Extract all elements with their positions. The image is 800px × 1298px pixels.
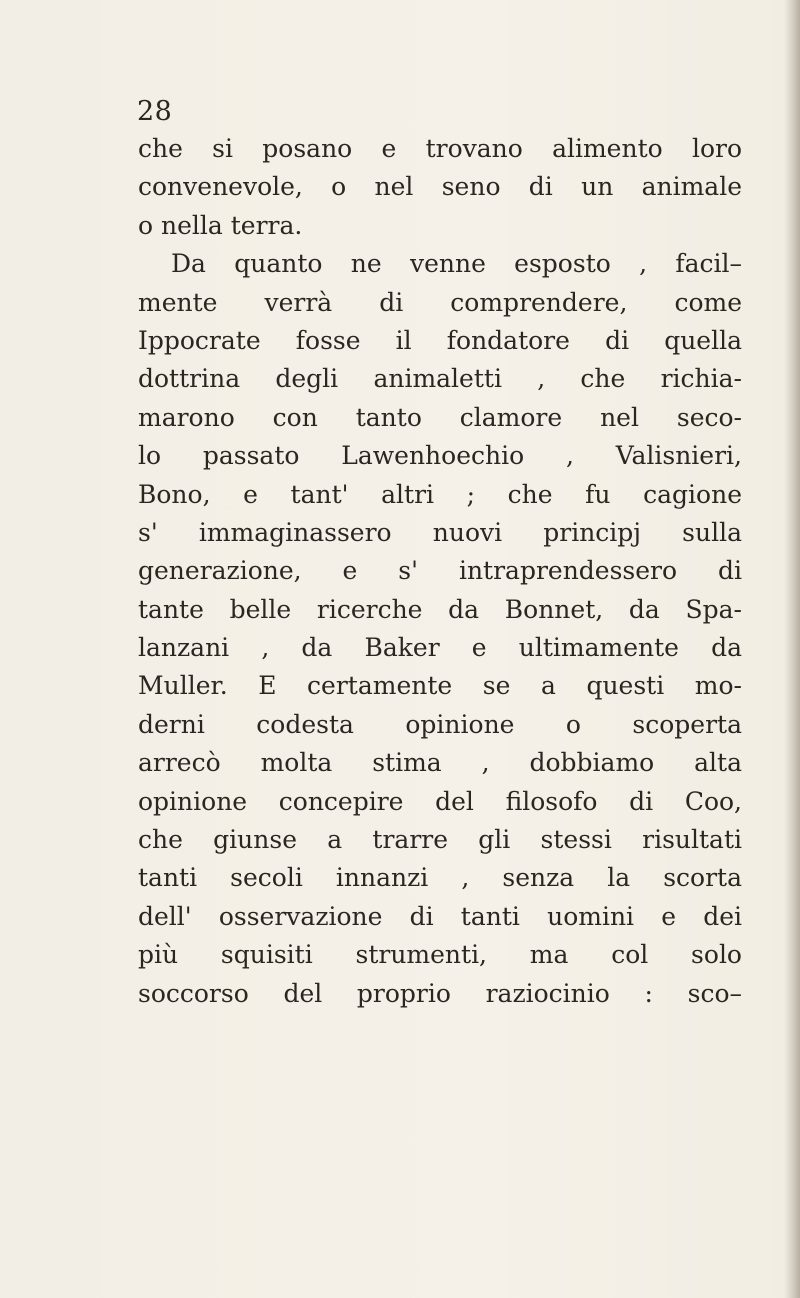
text-line: o nella terra. (138, 210, 303, 240)
text-line: Da quanto ne venne esposto , facil– (171, 249, 742, 279)
text-line: lo passato Lawenhoechio , Valisnieri, (138, 441, 742, 471)
text-line: che giunse a trarre gli stessi risultati (138, 825, 742, 855)
text-line: opinione concepire del filosofo di Coo, (138, 786, 742, 816)
text-line: dottrina degli animaletti , che richia- (138, 364, 742, 394)
text-line: Ippocrate fosse il fondatore di quella (138, 325, 742, 355)
text-line: s' immaginassero nuovi principj sulla (138, 517, 742, 547)
text-line: tante belle ricerche da Bonnet, da Spa- (138, 594, 742, 624)
text-line: convenevole, o nel seno di un animale (138, 172, 742, 202)
text-line: lanzani , da Baker e ultimamente da (138, 633, 742, 663)
text-line: derni codesta opinione o scoperta (138, 709, 742, 739)
text-line: Muller. E certamente se a questi mo- (138, 671, 742, 701)
page-number: 28 (137, 96, 173, 127)
page-edge-shadow (784, 0, 800, 1298)
text-line: dell' osservazione di tanti uomini e dei (138, 901, 742, 931)
body-text (138, 130, 742, 1013)
text-line: mente verrà di comprendere, come (138, 287, 742, 317)
text-line: marono con tanto clamore nel seco- (138, 402, 742, 432)
text-line: soccorso del proprio raziocinio : sco– (138, 978, 742, 1008)
text-line: arrecò molta stima , dobbiamo alta (138, 748, 742, 778)
text-line: più squisiti strumenti, ma col solo (138, 940, 742, 970)
text-line: Bono, e tant' altri ; che fu cagione (138, 479, 742, 509)
text-line: generazione, e s' intraprendessero di (138, 556, 742, 586)
text-line: che si posano e trovano alimento loro (138, 134, 742, 163)
text-line: tanti secoli innanzi , senza la scorta (138, 863, 742, 893)
